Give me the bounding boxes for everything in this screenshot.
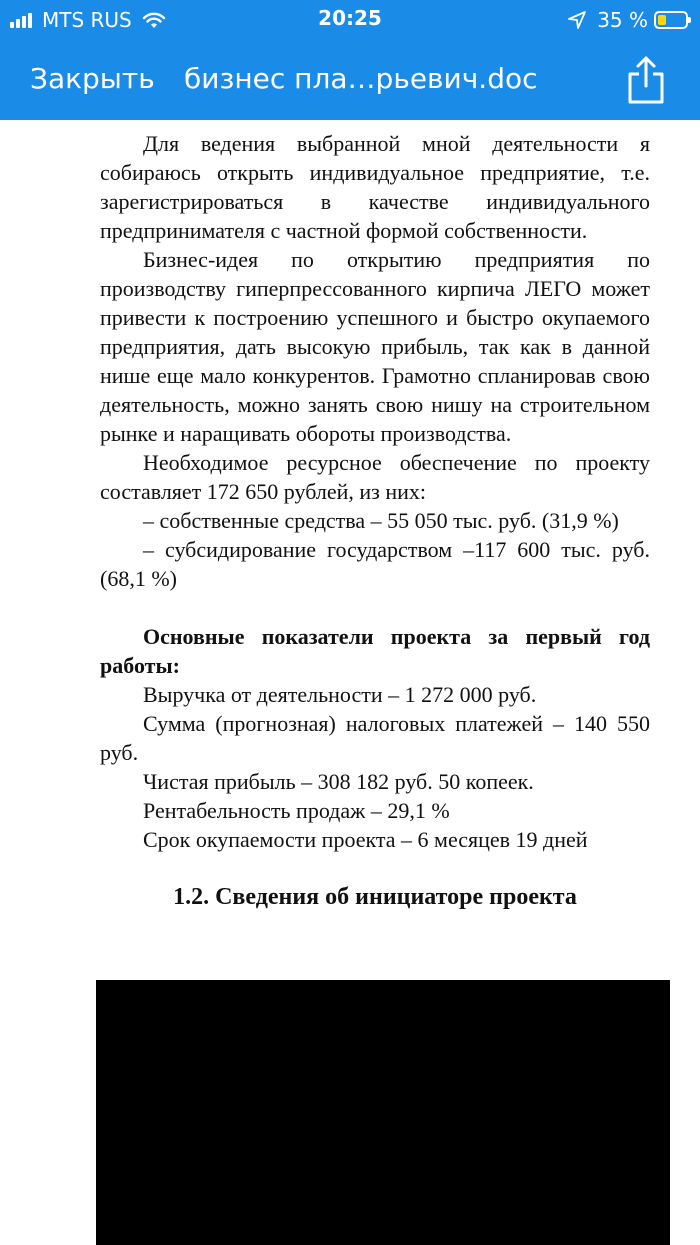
redacted-block xyxy=(96,980,670,1245)
nav-bar xyxy=(0,44,700,120)
indicator-taxes: Сумма (прогнозная) налоговых платежей – 140 550 руб. xyxy=(100,711,650,765)
location-icon xyxy=(567,10,587,30)
status-right xyxy=(567,8,688,32)
battery-icon xyxy=(654,11,688,29)
battery-percent: 35 % xyxy=(597,8,648,32)
battery-nub xyxy=(688,17,691,23)
paragraph-resources: Необходимое ресурсное обеспечение по проекту составляет 172 650 рублей, из них: xyxy=(100,450,650,504)
document-title: бизнес пла…рьевич.doc xyxy=(184,62,538,95)
paragraph-subsidy: – субсидирование государством –117 600 тыс. руб. (68,1 %) xyxy=(100,537,650,591)
section-heading: 1.2. Сведения об инициаторе проекта xyxy=(173,884,577,910)
status-bar xyxy=(0,0,700,40)
indicators-title: Основные показатели проекта за первый год работы: xyxy=(100,624,650,678)
document-content xyxy=(100,120,650,912)
paragraph-business-idea: Бизнес-идея по открытию предприятия по производству гиперпрессованного кирпича ЛЕГО может привести к построению успешного и быстро окупаемого предприятия, дать высокую прибыль, так как в данной нише еще мало конкурентов. Грамотно спланировав свою деятельность, можно занять свою нишу на строительном рынке и наращивать обороты производства. xyxy=(100,247,650,446)
indicator-payback: Срок окупаемости проекта – 6 месяцев 19 дней xyxy=(143,827,588,852)
battery-level xyxy=(658,15,666,25)
close-button[interactable]: Закрыть xyxy=(30,62,155,95)
spacer xyxy=(100,593,650,622)
paragraph-sole-proprietor: Для ведения выбранной мной деятельности я собираюсь открыть индивидуальное предприятие, т.е. зарегистрироваться в качестве индивидуального предпринимателя с частной формой собственности. xyxy=(100,131,650,243)
paragraph-own-funds: – собственные средства – 55 050 тыс. руб. (31,9 %) xyxy=(143,508,619,533)
indicator-profitability: Рентабельность продаж – 29,1 % xyxy=(143,798,450,823)
top-bar xyxy=(0,0,700,120)
share-icon[interactable] xyxy=(622,54,670,106)
carrier-name: MTS RUS xyxy=(42,8,132,32)
indicator-net-profit: Чистая прибыль – 308 182 руб. 50 копеек. xyxy=(143,769,534,794)
clock: 20:25 xyxy=(318,6,382,30)
indicator-revenue: Выручка от деятельности – 1 272 000 руб. xyxy=(143,682,537,707)
